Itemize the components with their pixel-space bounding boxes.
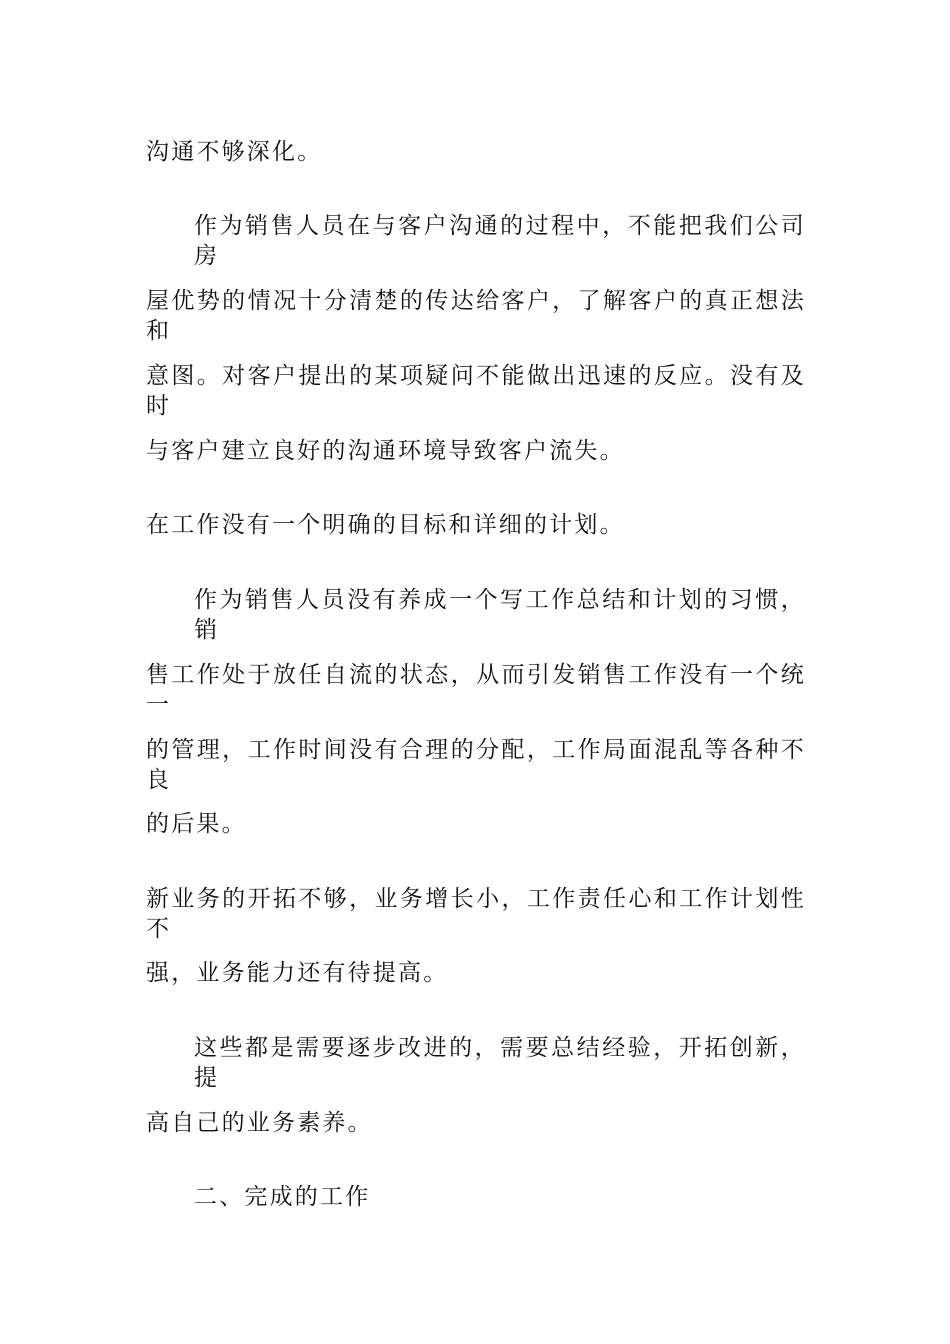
text-line: 售工作处于放任自流的状态，从而引发销售工作没有一个统一	[146, 662, 806, 718]
text-line: 高自己的业务素养。	[146, 1110, 373, 1136]
text-line: 的管理，工作时间没有合理的分配，工作局面混乱等各种不良	[146, 737, 806, 793]
text-line: 的后果。	[146, 811, 247, 837]
text-line: 强，业务能力还有待提高。	[146, 960, 449, 986]
paragraph-first-line: 这些都是需要逐步改进的，需要总结经验，开拓创新，提	[194, 1035, 806, 1091]
section-heading-line: 新业务的开拓不够，业务增长小，工作责任心和工作计划性不	[146, 886, 806, 942]
text-line: 与客户建立良好的沟通环境导致客户流失。	[146, 438, 625, 464]
text-line: 沟通不够深化。	[146, 139, 323, 165]
section-heading-line: 在工作没有一个明确的目标和详细的计划。	[146, 512, 625, 538]
text-line: 意图。对客户提出的某项疑问不能做出迅速的反应。没有及时	[146, 363, 806, 419]
section-heading: 二、完成的工作	[194, 1184, 371, 1210]
text-line: 屋优势的情况十分清楚的传达给客户，了解客户的真正想法和	[146, 288, 806, 344]
paragraph-first-line: 作为销售人员没有养成一个写工作总结和计划的习惯，销	[194, 587, 806, 643]
paragraph-first-line: 作为销售人员在与客户沟通的过程中，不能把我们公司房	[194, 213, 806, 269]
